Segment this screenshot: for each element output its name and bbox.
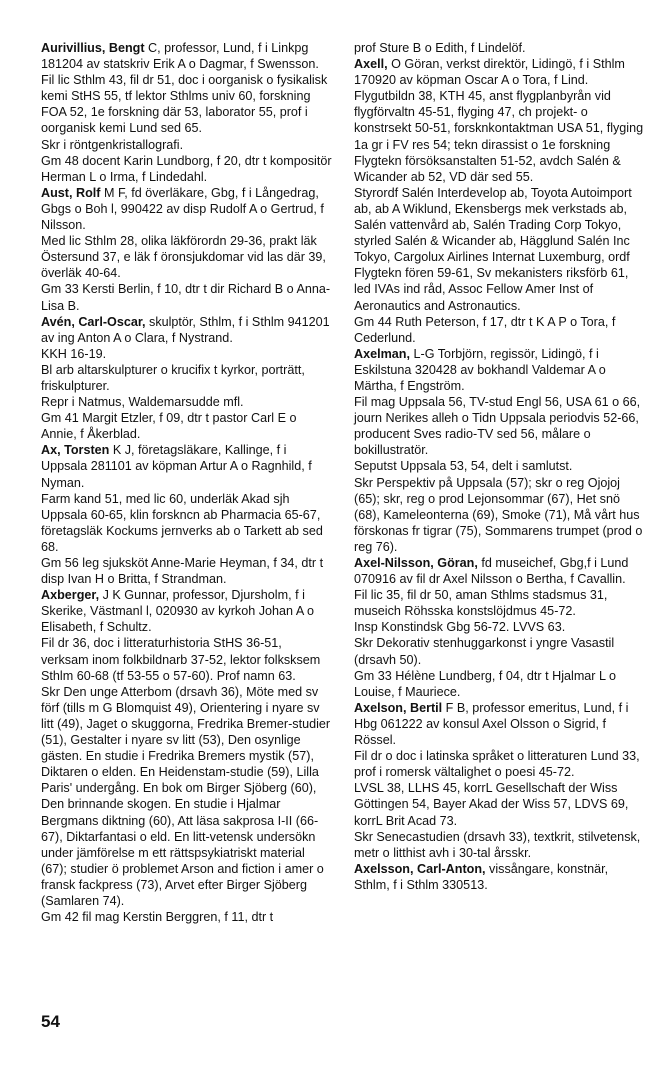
left-column [41,40,332,925]
entry-detail [354,829,644,861]
entry-text: Insp Konstindsk Gbg 56-72. LVVS 63. [354,620,566,635]
entry-detail [354,88,644,185]
entry-text: Gm 48 docent Karin Lundborg, f 20, dtr t kompositör Herman L o Irma, f Lindedahl. [41,153,332,184]
entry-text: Styrordf Salén Interdevelop ab, Toyota Autoimport ab, ab A Wiklund, Ekensbergs mek verkstads ab, Salén vattenvård ab, Salén Trading Corp Tokyo, styrled Salén & Wicander ab, Hägglund Salén Inc Tokyo, Cargolux Airlines Internat Luxemburg, ordf Flygtekn fören 59-61, Sv mekanisters riksförb 61, led IVAs ind råd, Assoc Fellow Amer Inst of Aeronautics and Astronautics. [354,185,632,313]
entry-text: KKH 16-19. [41,346,107,361]
entry-text: Farm kand 51, med lic 60, underläk Akad sjh Uppsala 60-65, klin forskncn ab Pharmacia 65-67, företagsläk Kockums jernverks ab o Tarkett ab sed 68. [41,491,323,554]
entry-text: F B, professor emeritus, Lund, f i Hbg 061222 av konsul Axel Olsson o Sigrid, f Rössel. [354,700,629,748]
entry-text: skulptör, Sthlm, f i Sthlm 941201 av ing Anton A o Clara, f Nystrand. [41,314,330,345]
entry-paragraph [354,861,644,893]
entry-text: Skr Perspektiv på Uppsala (57); skr o reg Ojojoj (65); skr, reg o prod Lejonsommar (67), Het snö (68), Kameleonterna (69), Smoke (71), Må vårt hus förskonas fr tigrar (75), Sommarens trumpet (prod o reg 76). [354,475,643,554]
entry-text: Fil lic 35, fil dr 50, aman Sthlms stadsmus 31, museich Röhsska konstslöjdmus 45-72. [354,588,608,619]
entry-detail [354,394,644,458]
page-number: 54 [41,1012,60,1031]
entry-paragraph [41,442,332,490]
entry-text: Gm 44 Ruth Peterson, f 17, dtr t K A P o Tora, f Cederlund. [354,314,616,345]
entry-detail [41,635,332,683]
entry-detail [41,491,332,555]
entry-text: Gm 33 Hélène Lundberg, f 04, dtr t Hjalmar L o Louise, f Mauriece. [354,668,617,699]
entry-text: Skr Senecastudien (drsavh 33), textkrit, stilvetensk, metr o litthist avh i 30-tal årsskr. [354,829,641,860]
entry-headword: Axelman, [354,346,410,361]
entry-text: Repr i Natmus, Waldemarsudde mfl. [41,395,244,410]
entry-paragraph [41,185,332,233]
entry-paragraph [41,40,332,72]
entry-text: C, professor, Lund, f i Linkpg 181204 av statskriv Erik A o Dagmar, f Swensson. [41,41,319,72]
entry-detail [41,394,332,410]
entry-headword: Ax, Torsten [41,443,110,458]
entry-text: Skr Dekorativ stenhuggarkonst i yngre Vasastil (drsavh 50). [354,636,615,667]
right-column [354,40,644,893]
entry-text: O Göran, verkst direktör, Lidingö, f i Sthlm 170920 av köpman Oscar A o Tora, f Lind. [354,57,625,88]
entry-detail [354,185,644,314]
entry-paragraph [354,700,644,748]
entry-detail [41,684,332,909]
entry-text: J K Gunnar, professor, Djursholm, f i Skerike, Västmanl l, 020930 av kyrkoh Johan A o Elisabeth, f Schultz. [41,588,315,635]
entry-text: L-G Torbjörn, regissör, Lidingö, f i Eskilstuna 320428 av bokhandl Valdemar A o Märtha, f Engström. [354,346,606,393]
entry-text: Gm 42 fil mag Kerstin Berggren, f 11, dtr t [41,910,274,925]
entry-paragraph [354,346,644,394]
entry-text: Gm 41 Margit Etzler, f 09, dtr t pastor Carl E o Annie, f Åkerblad. [41,411,297,442]
entry-detail [354,475,644,555]
entry-headword: Axberger, [41,588,100,603]
entry-text: Flygutbildn 38, KTH 45, anst flygplanbyrån vid flygförvaltn 45-51, flyging 47, ch projekt- o konstrsekt 50-51, forsknkontaktman USA 51, flyging 1a gr i FV res 54; tekn dirassist o 1e forskning Flygtekn försöksanstalten 51-52, avdch Salén & Wicander ab 52, VD där sed 55. [354,89,644,184]
entry-headword: Axel-Nilsson, Göran, [354,556,478,570]
entry-detail [354,748,644,780]
entry-headword: Axell, [354,57,388,72]
entry-detail [354,668,644,700]
entry-detail [41,72,332,136]
entry-paragraph [41,314,332,346]
entry-detail [41,153,332,185]
entry-detail [354,458,644,474]
entry-text: M F, fd överläkare, Gbg, f i Långedrag, Gbgs o Boh l, 990422 av disp Rudolf A o Gertrud, f Nilsson. [41,185,324,233]
entry-headword: Axelsson, Carl-Anton, [354,861,486,876]
entry-text: prof Sture B o Edith, f Lindelöf. [354,41,526,55]
entry-text: Gm 33 Kersti Berlin, f 10, dtr t dir Richard B o Anna-Lisa B. [41,282,331,313]
entry-paragraph [41,587,332,635]
entry-detail [354,635,644,667]
entry-detail [41,233,332,281]
entry-text: Fil mag Uppsala 56, TV-stud Engl 56, USA 61 o 66, journ Nerikes alleh o Tidn Uppsala periodvis 52-66, producent Sves radio-TV sed 56, målare o bokillustratör. [354,395,641,458]
entry-headword: Aurivillius, Bengt [41,41,145,55]
entry-text: Bl arb altarskulpturer o krucifix t kyrkor, porträtt, friskulpturer. [41,362,305,393]
entry-detail [354,619,644,635]
entry-detail [354,314,644,346]
entry-paragraph [354,555,644,587]
entry-text: Med lic Sthlm 28, olika läkförordn 29-36, prakt läk Östersund 37, e läk f öronsjukdomar vid las där 39, överläk 40-64. [41,234,326,281]
entry-text: vissångare, konstnär, Sthlm, f i Sthlm 330513. [354,861,609,892]
entry-text: Fil lic Sthlm 43, fil dr 51, doc i oorganisk o fysikalisk kemi StHS 55, tf lektor Sthlms univ 60, forskning FOA 52, 1e forskning där 53, laborator 55, prof i oorganisk kemi Lund sed 65. [41,73,328,136]
entry-detail [354,587,644,619]
entry-paragraph [354,56,644,88]
entry-headword: Axelson, Bertil [354,700,443,715]
entry-text: Gm 56 leg sjuksköt Anne-Marie Heyman, f 34, dtr t disp Ivan H o Britta, f Strandman. [41,556,324,587]
entry-detail [41,346,332,362]
entry-detail [41,555,332,587]
entry-detail [354,40,644,56]
entry-text: Fil dr o doc i latinska språket o litteraturen Lund 33, prof i romersk vältalighet o poesi 45-72. [354,749,640,780]
entry-text: Fil dr 36, doc i litteraturhistoria StHS 36-51, verksam inom folkbildnarb 37-52, lektor folksksem Sthlm 60-68 (tf 53-55 o 57-60). Prof namn 63. [41,636,321,683]
entry-detail [41,137,332,153]
entry-headword: Aust, Rolf [41,185,101,200]
entry-detail [354,780,644,828]
entry-text: Seputst Uppsala 53, 54, delt i samlutst. [354,459,573,474]
entry-headword: Avén, Carl-Oscar, [41,314,146,329]
entry-detail [41,362,332,394]
entry-detail [41,281,332,313]
entry-text: fd museichef, Gbg,f i Lund 070916 av fil dr Axel Nilsson o Bertha, f Cavallin. [354,556,629,587]
entry-detail [41,909,332,925]
entry-text: K J, företagsläkare, Kallinge, f i Uppsala 281101 av köpman Artur A o Ragnhild, f Nyman. [41,443,312,490]
entry-text: Skr Den unge Atterbom (drsavh 36), Möte med sv förf (tills m G Blomquist 49), Orientering i nyare sv litt (49), Jaget o skuggorna, Fredrika Bremer-studier (51), Gestalter i nyare sv litt (53), Den osynlige gästen. En studie i Fredrika Bremers mystik (57), Diktaren o elden. En Heidenstam-studie (59), Lilla Paris' undergång. En bok om Birger Sjöberg (60), Den brinnande skogen. En studie i Hjalmar Bergmans diktning (60), Att läsa sakprosa I-II (66-67), Diktarfantasi o eld. En litt-vetensk undersökn under jämförelse m ett rättspsykiatriskt material (67); studier ö problemet Arson and fiction i amer o fransk fackpress (73), Arvet efter Birger Sjöberg (Samlaren 74). [41,684,331,908]
entry-detail [41,410,332,442]
entry-text: LVSL 38, LLHS 45, korrL Gesellschaft der Wiss Göttingen 54, Bayer Akad der Wiss 57, LDVS 69, korrL Brit Acad 73. [354,781,629,828]
entry-text: Skr i röntgenkristallografi. [41,137,184,152]
